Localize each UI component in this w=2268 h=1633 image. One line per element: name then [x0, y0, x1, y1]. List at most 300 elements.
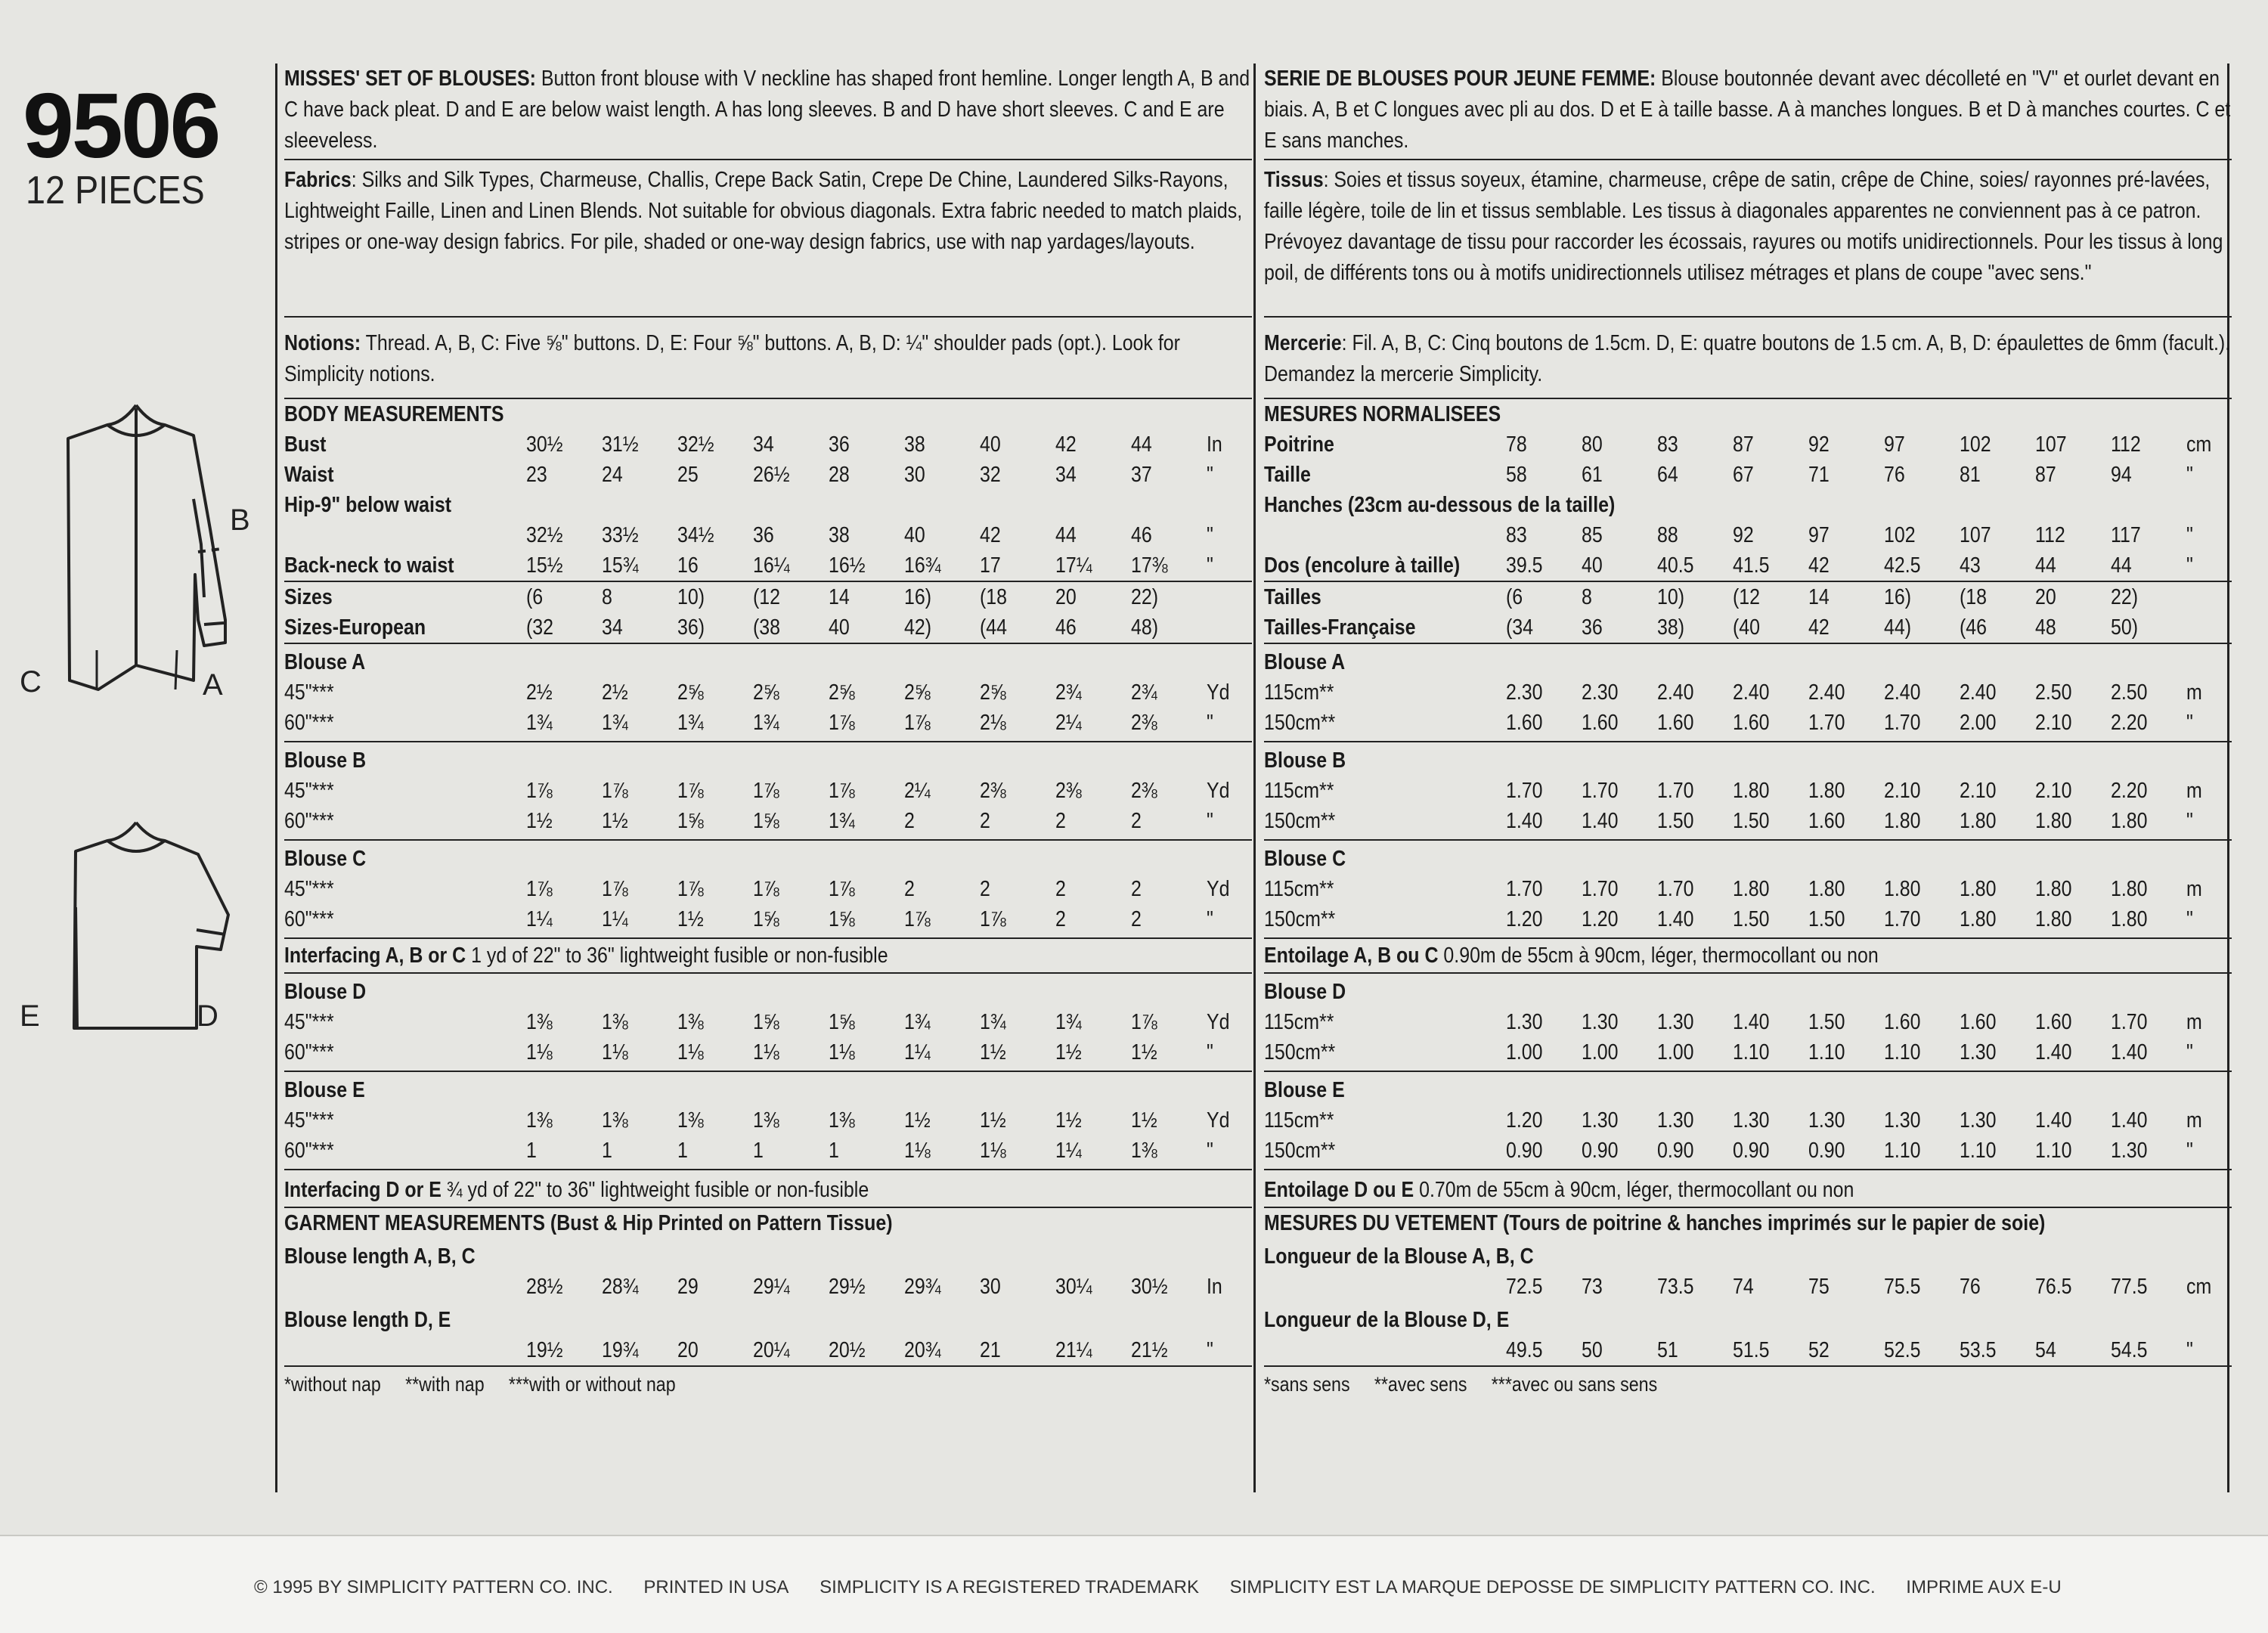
table-cell: 2⅝: [829, 680, 855, 705]
table-cell: (18: [980, 585, 1008, 609]
table-cell: 40: [904, 523, 925, 547]
blouse-block: [1264, 644, 2232, 741]
row-label: [1264, 520, 1506, 550]
table-cell: 1⅜: [677, 1010, 704, 1034]
unit-cell: ": [2186, 809, 2193, 833]
table-cell: 1.30: [1582, 1010, 1619, 1034]
unit-cell: ": [1207, 1040, 1213, 1064]
english-column: [284, 64, 1252, 1500]
table-cell: (38: [753, 615, 781, 640]
table-cell: 1.30: [1582, 1108, 1619, 1133]
table-cell: 42): [904, 615, 932, 640]
table-row: [284, 1136, 1252, 1166]
yardage-de: [1264, 974, 2232, 1170]
table-cell: 1.80: [2035, 809, 2072, 833]
table-cell: 1⅞: [829, 711, 855, 735]
row-label: Waist: [284, 463, 334, 487]
row-label: 45"***: [284, 779, 334, 803]
blouse-title: Blouse E: [1264, 1078, 1345, 1102]
table-cell: 85: [1582, 523, 1603, 547]
table-cell: 41.5: [1733, 553, 1770, 578]
interfacing-abc-text: 1 yd of 22" to 36" lightweight fusible or non-fusible: [466, 944, 888, 968]
table-cell: 1⅜: [829, 1108, 855, 1133]
table-cell: [980, 490, 1055, 520]
table-cell: [1808, 490, 1884, 520]
table-cell: 117: [2111, 523, 2141, 547]
table-cell: 20½: [829, 1338, 866, 1362]
table-cell: [1657, 490, 1733, 520]
table-cell: 43: [1960, 553, 1981, 578]
table-cell: 40.5: [1657, 553, 1694, 578]
table-cell: 77.5: [2111, 1275, 2148, 1299]
blouse-title: Blouse A: [284, 650, 366, 674]
table-cell: 1⅝: [753, 907, 779, 931]
table-cell: 2.50: [2035, 680, 2072, 705]
table-cell: 1.70: [1506, 779, 1543, 803]
unit-cell: Yd: [1207, 1010, 1230, 1034]
table-cell: 1.80: [1808, 877, 1845, 901]
table-cell: 1.30: [1960, 1040, 1997, 1064]
unit-cell: m: [2186, 1108, 2202, 1133]
row-label: 115cm**: [1264, 779, 1334, 803]
table-cell: 83: [1657, 432, 1678, 457]
table-cell: 1¾: [677, 711, 704, 735]
table-cell: 1.80: [1960, 809, 1997, 833]
fabrics-title: Fabrics: [284, 168, 352, 192]
table-cell: 2¾: [1055, 680, 1082, 705]
table-cell: 1¾: [1055, 1010, 1082, 1034]
table-cell: 36): [677, 615, 705, 640]
table-cell: 52: [1808, 1338, 1830, 1362]
table-cell: 39.5: [1506, 553, 1543, 578]
table-cell: [904, 490, 980, 520]
table-cell: 1.10: [2035, 1139, 2072, 1163]
table-cell: 2.10: [1884, 779, 1921, 803]
table-cell: 1⅜: [602, 1108, 628, 1133]
table-cell: 51: [1657, 1338, 1678, 1362]
table-cell: 2: [1055, 809, 1066, 833]
table-cell: 1⅞: [526, 877, 553, 901]
table-row: [1264, 806, 2232, 836]
table-cell: 1⅛: [677, 1040, 704, 1064]
table-cell: 1.70: [1808, 711, 1845, 735]
table-cell: 1.30: [1733, 1108, 1770, 1133]
unit-cell: ": [2186, 907, 2193, 931]
notions-text: Thread. A, B, C: Five ⅝" buttons. D, E: Four ⅝" buttons. A, B, D: ¼" shoulder pads (opt.). Look for Simplicity notions.: [284, 331, 1180, 386]
table-cell: 42: [980, 523, 1001, 547]
table-cell: 50): [2111, 615, 2139, 640]
table-cell: 1.80: [1733, 877, 1770, 901]
description-title: SERIE DE BLOUSES POUR JEUNE FEMME:: [1264, 67, 1656, 91]
piece-count: 12 PIECES: [26, 169, 205, 212]
table-cell: 2: [904, 809, 915, 833]
blouse-block: [1264, 742, 2232, 839]
table-cell: 22): [1131, 585, 1159, 609]
table-cell: 94: [2111, 463, 2132, 487]
table-cell: (18: [1960, 585, 1988, 609]
table-cell: 2.40: [1657, 680, 1694, 705]
table-cell: 1.80: [2111, 809, 2148, 833]
table-cell: 20¼: [753, 1338, 790, 1362]
table-cell: 1¾: [980, 1010, 1006, 1034]
table-cell: 1⅛: [602, 1040, 628, 1064]
table-cell: 67: [1733, 463, 1754, 487]
interfacing-abc-title: Interfacing A, B or C: [284, 944, 466, 968]
table-cell: 1⅞: [677, 779, 704, 803]
table-cell: 1⅝: [829, 907, 855, 931]
table-cell: 1½: [980, 1040, 1006, 1064]
table-cell: 36: [753, 523, 774, 547]
unit-cell: ": [2186, 1338, 2193, 1362]
unit-cell: m: [2186, 680, 2202, 705]
table-cell: 1⅜: [526, 1108, 553, 1133]
table-cell: 1¼: [904, 1040, 931, 1064]
blouse-title: Blouse C: [284, 847, 367, 871]
table-cell: 1.70: [1657, 779, 1694, 803]
table-cell: 2⅝: [904, 680, 931, 705]
yardage-abc: [1264, 644, 2232, 939]
table-cell: 73.5: [1657, 1275, 1694, 1299]
table-cell: 1.70: [1657, 877, 1694, 901]
table-cell: 88: [1657, 523, 1678, 547]
table-row: [284, 1335, 1252, 1365]
description: [284, 64, 1253, 159]
description: [1264, 64, 2232, 159]
table-cell: 1⅛: [753, 1040, 779, 1064]
table-cell: 71: [1808, 463, 1830, 487]
table-cell: 20¾: [904, 1338, 941, 1362]
table-cell: 1.10: [1733, 1040, 1770, 1064]
table-cell: 1⅞: [753, 779, 779, 803]
center-rule: [1253, 64, 1256, 1492]
table-cell: 112: [2035, 523, 2065, 547]
table-cell: 38): [1657, 615, 1685, 640]
table-cell: 28½: [526, 1275, 563, 1299]
table-cell: 102: [1960, 432, 1991, 457]
interfacing-abc-text: 0.90m de 55cm à 90cm, léger, thermocollant ou non: [1438, 944, 1879, 968]
sizes-table: [284, 582, 1252, 643]
interfacing-abc-title: Entoilage A, B ou C: [1264, 944, 1439, 968]
table-cell: 1.40: [2111, 1108, 2148, 1133]
table-cell: 1.80: [1884, 877, 1921, 901]
table-cell: 76: [1884, 463, 1905, 487]
table-cell: 1.40: [2035, 1040, 2072, 1064]
table-row: [1264, 874, 2232, 904]
table-cell: 2½: [602, 680, 628, 705]
table-cell: [1733, 490, 1808, 520]
row-label: Back-neck to waist: [284, 553, 454, 578]
unit-cell: ": [2186, 523, 2193, 547]
table-cell: 1⅞: [1131, 1010, 1157, 1034]
garment-measurements: [1264, 1241, 2232, 1365]
table-cell: 1⅜: [753, 1108, 779, 1133]
blouse-sketch-abc: [23, 393, 249, 711]
unit-cell: cm: [2186, 1275, 2212, 1299]
table-cell: 2⅝: [753, 680, 779, 705]
body-measurements-title: BODY MEASUREMENTS: [284, 402, 504, 426]
table-cell: 1.40: [1582, 809, 1619, 833]
table-cell: 1½: [1055, 1108, 1082, 1133]
row-label: 45"***: [284, 680, 334, 705]
unit-cell: ": [1207, 711, 1213, 735]
table-cell: 1⅛: [829, 1040, 855, 1064]
table-cell: 1.60: [2035, 1010, 2072, 1034]
table-cell: 1⅛: [904, 1139, 931, 1163]
table-cell: 2.30: [1506, 680, 1543, 705]
body-measurements-title: MESURES NORMALISEES: [1264, 402, 1501, 426]
table-cell: 1.30: [1808, 1108, 1845, 1133]
footnote: *sans sens: [1264, 1373, 1350, 1396]
notions: [284, 318, 1253, 398]
table-cell: 1.00: [1657, 1040, 1694, 1064]
unit-cell: [2186, 582, 2232, 612]
table-cell: 1⅞: [904, 907, 931, 931]
table-cell: 28¾: [602, 1275, 639, 1299]
table-cell: 30½: [1131, 1275, 1168, 1299]
description-text: Button front blouse with V neckline has shaped front hemline. Longer length A, B and C have back pleat. D and E are below waist length. A has long sleeves. B and D have short sleeves. C and E are sleeveless.: [284, 67, 1250, 153]
unit-cell: [1207, 490, 1252, 520]
sizes-table: [1264, 582, 2232, 643]
garment-measurements-title: MESURES DU VETEMENT (Tours de poitrine & hanches imprimés sur le papier de soie): [1264, 1211, 2046, 1235]
table-row: [284, 520, 1252, 550]
table-cell: 29¾: [904, 1275, 941, 1299]
table-cell: 92: [1808, 432, 1830, 457]
table-cell: 1: [753, 1139, 764, 1163]
table-cell: 54.5: [2111, 1338, 2148, 1362]
garment-label: Longueur de la Blouse A, B, C: [1264, 1244, 1534, 1269]
table-cell: 29½: [829, 1275, 866, 1299]
table-cell: 1.60: [1884, 1010, 1921, 1034]
table-cell: 1.60: [1808, 809, 1845, 833]
table-cell: 30: [980, 1275, 1001, 1299]
unit-cell: Yd: [1207, 779, 1230, 803]
table-cell: 1.50: [1808, 1010, 1845, 1034]
table-cell: 1⅞: [602, 779, 628, 803]
table-cell: 52.5: [1884, 1338, 1921, 1362]
table-cell: 19½: [526, 1338, 563, 1362]
table-cell: 8: [602, 585, 612, 609]
table-cell: 1¾: [829, 809, 855, 833]
table-cell: 1½: [677, 907, 704, 931]
table-cell: 72.5: [1506, 1275, 1543, 1299]
garment-label: Longueur de la Blouse D, E: [1264, 1308, 1510, 1332]
table-cell: 10): [677, 585, 705, 609]
table-row: [284, 1037, 1252, 1067]
table-row: [284, 460, 1252, 490]
row-label: Poitrine: [1264, 432, 1334, 457]
table-cell: [829, 490, 904, 520]
unit-cell: m: [2186, 877, 2202, 901]
table-cell: 2: [980, 877, 990, 901]
row-label: Bust: [284, 432, 327, 457]
table-cell: 0.90: [1808, 1139, 1845, 1163]
interfacing-abc: [284, 939, 1253, 972]
table-cell: 19¾: [602, 1338, 639, 1362]
table-cell: 73: [1582, 1275, 1603, 1299]
table-cell: 54: [2035, 1338, 2056, 1362]
table-row: [284, 429, 1252, 460]
table-cell: 1.60: [1733, 711, 1770, 735]
table-cell: 16: [677, 553, 699, 578]
interfacing-de: [284, 1170, 1253, 1207]
table-cell: 92: [1733, 523, 1754, 547]
table-cell: 42: [1808, 553, 1830, 578]
table-cell: 34½: [677, 523, 714, 547]
table-cell: 1⅜: [677, 1108, 704, 1133]
table-cell: 28: [829, 463, 850, 487]
table-cell: 17⅜: [1131, 553, 1168, 578]
table-cell: 34: [1055, 463, 1077, 487]
table-cell: 21: [980, 1338, 1001, 1362]
row-label: 45"***: [284, 1108, 334, 1133]
table-cell: 38: [829, 523, 850, 547]
table-cell: 2.20: [2111, 711, 2148, 735]
table-cell: 37: [1131, 463, 1152, 487]
row-label: Hanches (23cm au-dessous de la taille): [1264, 493, 1616, 517]
table-cell: [1055, 490, 1131, 520]
table-cell: [677, 490, 753, 520]
unit-cell: ": [1207, 907, 1213, 931]
view-label-e: E: [20, 999, 40, 1033]
row-label: Tailles-Française: [1264, 615, 1416, 640]
notions-title: Mercerie: [1264, 331, 1342, 355]
table-cell: [526, 490, 602, 520]
table-cell: 1⅛: [526, 1040, 553, 1064]
table-cell: 1⅜: [602, 1010, 628, 1034]
table-cell: 1: [526, 1139, 537, 1163]
copyright: © 1995 BY SIMPLICITY PATTERN CO. INC.: [254, 1577, 613, 1597]
unit-cell: ": [1207, 553, 1213, 578]
table-cell: 49.5: [1506, 1338, 1543, 1362]
blouse-title: Blouse E: [284, 1078, 365, 1102]
table-row: [284, 582, 1252, 612]
row-label: Sizes-European: [284, 615, 426, 640]
row-label: 60"***: [284, 907, 334, 931]
table-cell: 1.80: [2111, 907, 2148, 931]
table-cell: 1.70: [1884, 711, 1921, 735]
unit-cell: Yd: [1207, 877, 1230, 901]
table-cell: 1½: [602, 809, 628, 833]
table-cell: 33½: [602, 523, 639, 547]
table-cell: 80: [1582, 432, 1603, 457]
table-row: [1264, 1136, 2232, 1166]
table-cell: (6: [1506, 585, 1523, 609]
table-cell: 75.5: [1884, 1275, 1921, 1299]
table-cell: 1.00: [1582, 1040, 1619, 1064]
table-cell: 1.70: [1582, 779, 1619, 803]
table-cell: 1: [677, 1139, 688, 1163]
trademark-fr: SIMPLICITY EST LA MARQUE DEPOSSE DE SIMPLICITY PATTERN CO. INC.: [1229, 1577, 1876, 1597]
blouse-block: [1264, 1072, 2232, 1169]
table-cell: 2: [1131, 809, 1142, 833]
table-cell: 48: [2035, 615, 2056, 640]
table-cell: 1.70: [1506, 877, 1543, 901]
table-cell: 29¼: [753, 1275, 790, 1299]
fabrics: [1264, 160, 2232, 316]
table-row: [1264, 550, 2232, 581]
row-label: 60"***: [284, 809, 334, 833]
table-cell: 1.40: [1657, 907, 1694, 931]
unit-cell: ": [2186, 711, 2193, 735]
unit-cell: ": [1207, 523, 1213, 547]
table-cell: 2⅜: [1131, 779, 1157, 803]
table-row: [284, 550, 1252, 581]
table-cell: 1.30: [1657, 1108, 1694, 1133]
table-row: [1264, 776, 2232, 806]
table-cell: 20: [2035, 585, 2056, 609]
table-cell: 44: [2111, 553, 2132, 578]
unit-cell: [2186, 612, 2232, 643]
unit-cell: ": [2186, 553, 2193, 578]
table-cell: 2.10: [1960, 779, 1997, 803]
table-cell: 1½: [526, 809, 553, 833]
table-cell: 44: [1055, 523, 1077, 547]
table-cell: 0.90: [1733, 1139, 1770, 1163]
view-label-c: C: [20, 665, 42, 699]
notions-title: Notions:: [284, 331, 361, 355]
table-row: [284, 490, 1252, 520]
table-cell: 1.10: [1808, 1040, 1845, 1064]
blouse-title: Blouse A: [1264, 650, 1346, 674]
table-cell: 1⅛: [980, 1139, 1006, 1163]
table-cell: 97: [1884, 432, 1905, 457]
fabrics-text: : Silks and Silk Types, Charmeuse, Challis, Crepe Back Satin, Crepe De Chine, Laundered Silks-Rayons, Lightweight Faille, Linen and Linen Blends. Not suitable for obvious diagonals. Extra fabric needed to match plaids, stripes or one-way design fabrics. For pile, shaded or one-way design fabrics, use with nap yardages/layouts.: [284, 168, 1243, 254]
table-cell: 1.30: [2111, 1139, 2148, 1163]
blouse-block: [284, 1072, 1252, 1169]
table-cell: 16½: [829, 553, 866, 578]
table-cell: 16): [1884, 585, 1912, 609]
footnote: ***avec ou sans sens: [1491, 1373, 1658, 1396]
unit-cell: cm: [2186, 432, 2212, 457]
table-cell: 2⅝: [677, 680, 704, 705]
table-cell: 2⅜: [980, 779, 1006, 803]
table-cell: [602, 490, 677, 520]
table-row: [284, 904, 1252, 934]
table-cell: 1.40: [1733, 1010, 1770, 1034]
row-label: 150cm**: [1264, 809, 1336, 833]
row-label: 150cm**: [1264, 711, 1336, 735]
table-cell: 1.60: [1582, 711, 1619, 735]
table-cell: 81: [1960, 463, 1981, 487]
table-cell: 102: [1884, 523, 1916, 547]
unit-cell: Yd: [1207, 680, 1230, 705]
table-cell: 2.20: [2111, 779, 2148, 803]
printed-in-fr: IMPRIME AUX E-U: [1906, 1577, 2062, 1597]
table-cell: 107: [2035, 432, 2067, 457]
table-cell: 78: [1506, 432, 1527, 457]
interfacing-de-text: 0.70m de 55cm à 90cm, léger, thermocollant ou non: [1414, 1178, 1854, 1202]
table-cell: 0.90: [1657, 1139, 1694, 1163]
view-label-d: D: [197, 999, 218, 1033]
row-label: Sizes: [284, 585, 333, 609]
unit-cell: ": [1207, 1139, 1213, 1163]
table-cell: 32: [980, 463, 1001, 487]
table-cell: 1⅝: [753, 809, 779, 833]
table-cell: 22): [2111, 585, 2139, 609]
table-row: [1264, 1335, 2232, 1365]
footnote: **avec sens: [1374, 1373, 1467, 1396]
blouse-block: [284, 644, 1252, 741]
unit-cell: [2186, 490, 2232, 520]
table-cell: (34: [1506, 615, 1534, 640]
left-rule: [275, 64, 277, 1492]
interfacing-de-title: Entoilage D ou E: [1264, 1178, 1414, 1202]
table-row: [284, 776, 1252, 806]
table-row: [284, 1105, 1252, 1136]
footnote: ***with or without nap: [508, 1373, 676, 1396]
table-cell: 107: [1960, 523, 1991, 547]
table-row: [284, 874, 1252, 904]
